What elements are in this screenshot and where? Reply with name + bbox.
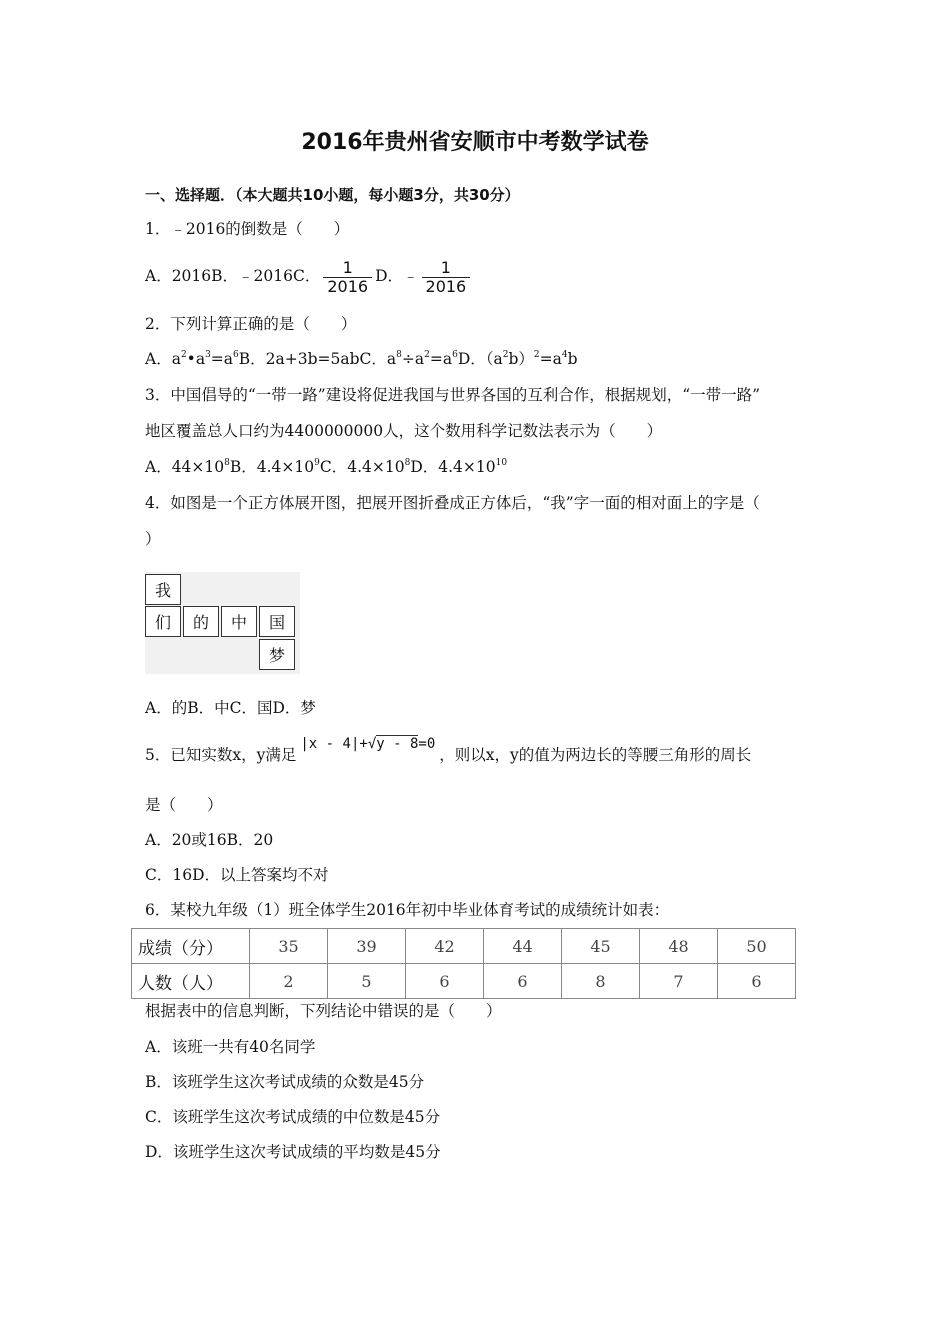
- q5-stem-line1: [145, 736, 752, 767]
- q5-options-ab: A．20或16B．20: [145, 831, 274, 849]
- q1-stem: 1．﹣2016的倒数是（ ）: [145, 220, 350, 238]
- table-cell: 50: [718, 929, 796, 964]
- table-cell: 6: [484, 964, 562, 999]
- q6-option-c: C．该班学生这次考试成绩的中位数是45分: [145, 1108, 441, 1126]
- q2-text: •a: [186, 350, 206, 368]
- q2-options: [145, 348, 578, 370]
- net-cell: 梦: [259, 639, 295, 670]
- exponent: 4: [561, 350, 568, 360]
- section-heading: 一、选择题．（本大题共10小题，每小题3分，共30分）: [145, 186, 520, 204]
- q4-stem-line2: ）: [145, 530, 161, 548]
- q5-stem-line2: 是（ ）: [145, 796, 223, 814]
- q3-option-b: B．4.4×10: [229, 458, 315, 476]
- table-row-label: 成绩（分）: [132, 929, 250, 964]
- q3-option-a: A．44×10: [145, 458, 225, 476]
- table-row: [132, 964, 796, 999]
- table-row-label: 人数（人）: [132, 964, 250, 999]
- table-cell: 35: [250, 929, 328, 964]
- exponent: 6: [452, 350, 458, 360]
- q2-stem: 2．下列计算正确的是（ ）: [145, 315, 357, 333]
- q5-stem-prefix: 5．已知实数x，y满足: [145, 746, 297, 764]
- q6-stem: 6．某校九年级（1）班全体学生2016年初中毕业体育考试的成绩统计如表：: [145, 901, 670, 919]
- net-cell: 的: [183, 606, 219, 637]
- q2-text: =a: [210, 350, 234, 368]
- table-cell: 7: [640, 964, 718, 999]
- q1-option-d-fraction: [422, 259, 471, 296]
- q2-text: b）: [508, 350, 534, 368]
- q1-option-c-prefix: C．: [292, 267, 321, 285]
- q3-stem-line2: 地区覆盖总人口约为4400000000人，这个数用科学记数法表示为（ ）: [145, 422, 663, 440]
- q5-stem-suffix: ，则以x，y的值为两边长的等腰三角形的周长: [439, 746, 752, 764]
- table-cell: 5: [328, 964, 406, 999]
- q6-option-a: A．该班一共有40名同学: [145, 1038, 316, 1056]
- q5-formula: [296, 733, 439, 755]
- q6-option-b: B．该班学生这次考试成绩的众数是45分: [145, 1073, 425, 1091]
- q1-option-c-fraction: [323, 259, 372, 296]
- q2-text: =a: [539, 350, 562, 368]
- exponent: 3: [205, 350, 211, 360]
- formula-eq: =0: [418, 736, 436, 752]
- exponent: 9: [314, 458, 320, 468]
- q4-options: A．的B．中C．国D．梦: [145, 699, 316, 717]
- q3-stem-line1: 3．中国倡导的“一带一路”建设将促进我国与世界各国的互利合作，根据规划，“一带一路”: [145, 386, 761, 404]
- q6-question: 根据表中的信息判断，下列结论中错误的是（ ）: [145, 1002, 502, 1020]
- q1-options: [145, 254, 473, 298]
- q1-option-b: B．﹣2016: [211, 267, 293, 285]
- q3-options: [145, 456, 507, 478]
- q2-text: D．（a: [457, 350, 503, 368]
- q2-text: A．a: [145, 350, 181, 368]
- q3-option-d: D．4.4×10: [410, 458, 496, 476]
- q2-text: =a: [429, 350, 453, 368]
- table-cell: 39: [328, 929, 406, 964]
- exponent: 10: [495, 458, 508, 468]
- score-table: [131, 928, 796, 999]
- table-row: [132, 929, 796, 964]
- table-cell: 45: [562, 929, 640, 964]
- table-cell: 48: [640, 929, 718, 964]
- exponent: 2: [424, 350, 430, 360]
- fraction-denominator: 2016: [422, 277, 471, 296]
- q3-option-c: C．4.4×10: [319, 458, 405, 476]
- table-cell: 6: [718, 964, 796, 999]
- formula-sqrt: y - 8: [376, 736, 419, 752]
- exponent: 8: [396, 350, 402, 360]
- net-cell: 们: [145, 606, 181, 637]
- q6-option-d: D．该班学生这次考试成绩的平均数是45分: [145, 1143, 441, 1161]
- page-title: 2016年贵州省安顺市中考数学试卷: [301, 130, 649, 155]
- q2-text: ÷a: [401, 350, 425, 368]
- fraction-numerator: 1: [440, 257, 451, 277]
- table-cell: 8: [562, 964, 640, 999]
- table-cell: 6: [406, 964, 484, 999]
- net-cell: 中: [221, 606, 257, 637]
- exponent: 2: [502, 350, 509, 360]
- q1-option-a: A．2016: [145, 267, 212, 285]
- q4-stem-line1: 4．如图是一个正方体展开图，把展开图折叠成正方体后，“我”字一面的相对面上的字是（: [145, 494, 760, 512]
- net-cell: 国: [259, 606, 295, 637]
- table-cell: 44: [484, 929, 562, 964]
- exponent: 6: [233, 350, 239, 360]
- fraction-numerator: 1: [342, 257, 353, 277]
- cube-net-figure: [145, 572, 300, 674]
- q2-text: b: [567, 350, 578, 368]
- fraction-denominator: 2016: [323, 277, 372, 296]
- exponent: 2: [180, 350, 187, 360]
- q2-text: B．2a+3b=5abC．a: [238, 350, 397, 368]
- exponent: 8: [224, 458, 230, 468]
- sqrt-icon: √: [367, 736, 377, 752]
- exponent: 8: [404, 458, 411, 468]
- formula-abs: |x - 4|: [300, 736, 360, 752]
- table-cell: 42: [406, 929, 484, 964]
- net-cell: 我: [145, 574, 181, 605]
- q5-options-cd: C．16D．以上答案均不对: [145, 866, 329, 884]
- q1-option-d-prefix: D．﹣: [375, 267, 419, 285]
- exponent: 2: [533, 350, 540, 360]
- table-cell: 2: [250, 964, 328, 999]
- formula-plus: +: [359, 736, 368, 752]
